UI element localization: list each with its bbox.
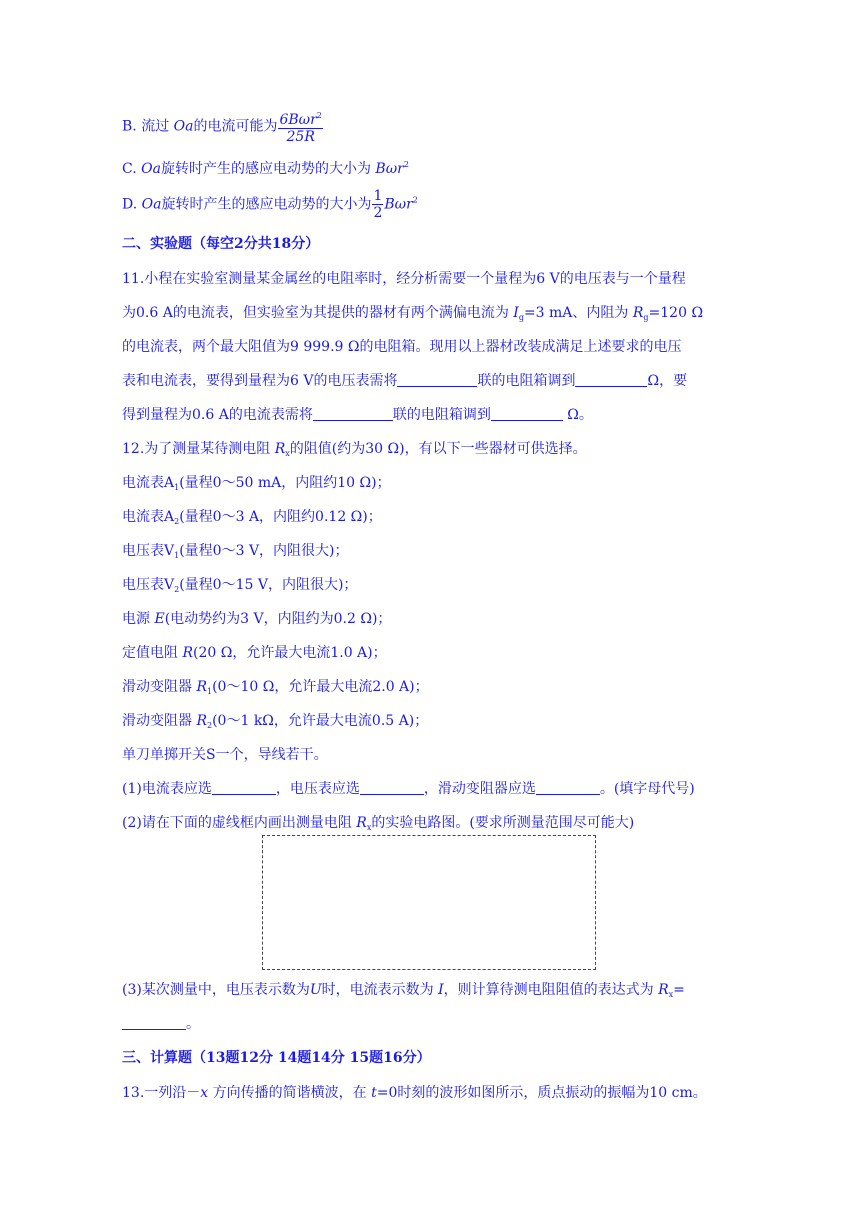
answer-blank[interactable] — [575, 372, 647, 387]
q12-part-2: (2)请在下面的虚线框内画出测量电阻 $R_x$的实验电路图。(要求所测量范围尽可能大) — [122, 815, 635, 832]
equipment-rheostat-2: 滑动变阻器 $R_2(0\sim 1$ kΩ，允许最大电流0.5 A)； — [122, 713, 429, 730]
equipment-v1: 电压表$V_1$(量程0～3 V，内阻很大)； — [122, 543, 349, 560]
option-d: D. Oa旋转时产生的感应电动势的大小为 $\frac{1}{2}$ Bωr$^2$ — [122, 188, 418, 221]
q11-line-5: 得到量程为0.6 A的电流表需将 联的电阻箱调到 Ω。 — [122, 407, 593, 423]
equipment-a1: 电流表$A_1$(量程0～50 mA，内阻约10 Ω)； — [122, 475, 391, 492]
equipment-source: 电源 E(电动势约为3 V，内阻约为0.2 Ω)； — [122, 611, 392, 627]
section-heading-experiment: 二、实验题（每空2分共18分） — [122, 236, 320, 252]
equipment-switch: 单刀单掷开关S一个，导线若干。 — [122, 747, 328, 763]
fraction-d: $\frac{1}{2}$ — [373, 188, 383, 221]
equipment-resistor: 定值电阻 R(20 Ω，允许最大电流1.0 A)； — [122, 645, 387, 661]
q12-part-3: (3)某次测量中，电压表示数为U时，电流表示数为 I，则计算待测电阻阻值的表达式为 $R_x=$ — [122, 982, 685, 999]
section-heading-calculation: 三、计算题（13题12分 14题14分 15题16分） — [122, 1050, 431, 1066]
q12-intro: 12.为了测量某待测电阻 $R_x$的阻值(约为30 Ω)，有以下一些器材可供选择。 — [122, 441, 587, 458]
q12-part-3-answer: 。 — [122, 1014, 200, 1034]
answer-blank[interactable] — [491, 406, 563, 421]
equipment-a2: 电流表$A_2$(量程0～3 A，内阻约0.12 Ω)； — [122, 509, 382, 526]
answer-blank[interactable] — [536, 780, 600, 795]
q13-text: 13.一列沿－x 方向传播的简谐横波，在 t=0时刻的波形如图所示，质点振动的振幅为10 cm。 — [122, 1085, 707, 1101]
answer-blank[interactable] — [360, 780, 424, 795]
q11-line-4: 表和电流表，要得到量程为6 V的电压表需将 联的电阻箱调到 Ω，要 — [122, 373, 688, 389]
equipment-v2: 电压表$V_2$(量程0～15 V，内阻很大)； — [122, 577, 358, 594]
q11-line-2: 为0.6 A的电流表，但实验室为其提供的器材有两个满偏电流为 $I_g=3$ mA、内阻为 $R_g=120$ Ω — [122, 305, 704, 322]
fraction-b: $\frac{6B\omega r^2}{25R}$ — [278, 108, 322, 145]
answer-blank[interactable] — [212, 780, 276, 795]
answer-blank[interactable] — [313, 406, 393, 421]
q12-part-1: (1)电流表应选 ，电压表应选 ，滑动变阻器应选 。(填字母代号) — [122, 781, 695, 797]
answer-blank[interactable] — [122, 1015, 186, 1030]
answer-blank[interactable] — [397, 372, 477, 387]
q11-line-1: 11.小程在实验室测量某金属丝的电阻率时，经分析需要一个量程为6 V的电压表与一个量程 — [122, 271, 686, 287]
option-c: C. Oa旋转时产生的感应电动势的大小为 Bωr$^2$ — [122, 160, 409, 177]
q11-line-3: 的电流表，两个最大阻值为9 999.9 Ω的电阻箱。现用以上器材改装成满足上述要求的电压 — [122, 339, 682, 355]
option-b: B. 流过 Oa的电流可能为 $\frac{6B\omega r^2}{25R}$ — [122, 108, 324, 145]
equipment-rheostat-1: 滑动变阻器 $R_1(0\sim 10$ Ω，允许最大电流2.0 A)； — [122, 679, 429, 696]
circuit-diagram-box[interactable] — [262, 835, 596, 970]
